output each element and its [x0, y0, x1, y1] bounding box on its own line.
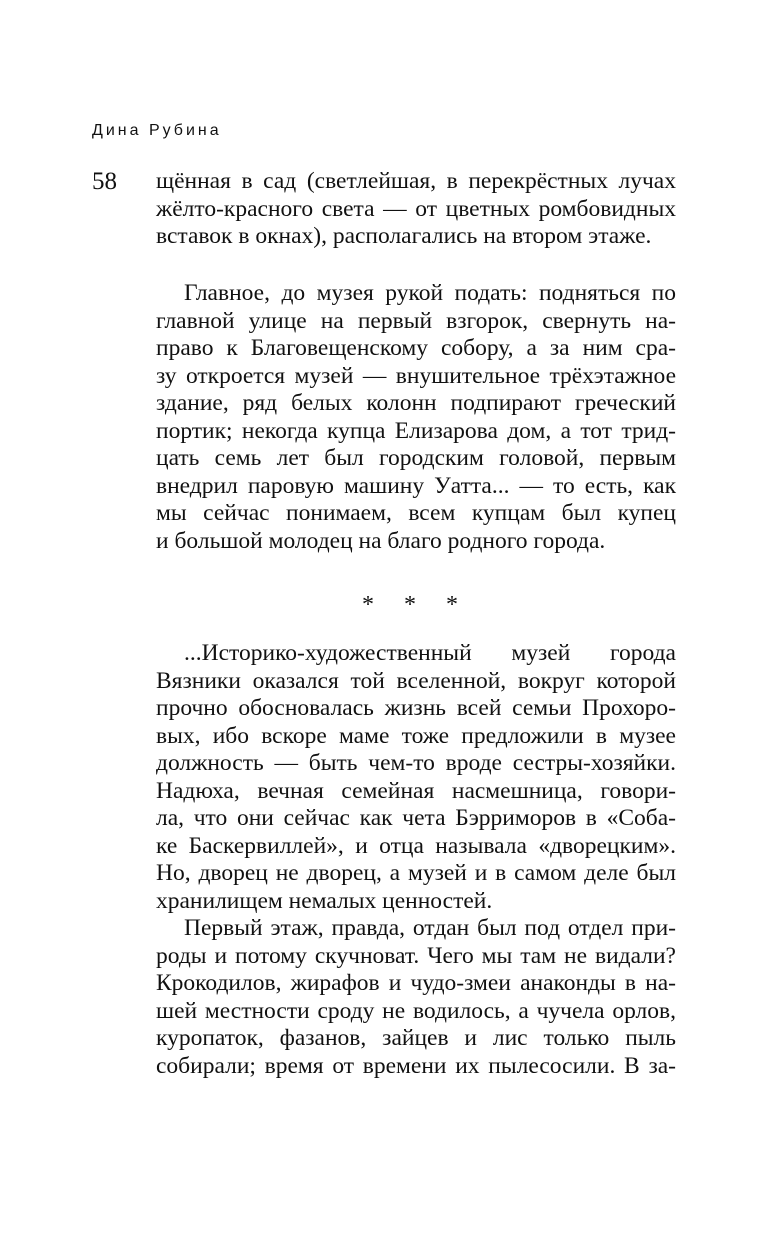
- text-line: вых, ибо вскоре маме тоже предложили в музее: [156, 722, 676, 749]
- text-line: ...Историко-художественный музей города: [184, 640, 676, 666]
- paragraph-1: [156, 168, 676, 251]
- text-line: жёлто-красного света — от цветных ромбовидных: [156, 195, 676, 222]
- text-line: внедрил паровую машину Уатта... — то есть, как: [156, 472, 676, 499]
- text-line: Крокодилов, жирафов и чудо-змеи анаконды в на-: [156, 970, 676, 996]
- text-line: портик; некогда купца Елизарова дом, а тот трид-: [156, 417, 676, 444]
- page-number: 58: [92, 168, 117, 195]
- text-line: право к Благовещенскому собору, а за ним сра-: [156, 335, 676, 361]
- paragraph-3-4: [156, 640, 676, 1080]
- text-line: щённая в сад (светлейшая, в перекрёстных лучах: [156, 168, 676, 194]
- text-line: шей местности сроду не водилось, а чучела орлов,: [156, 997, 676, 1024]
- text-line: роды и потому скучноват. Чего мы там не видали?: [156, 942, 676, 969]
- text-line: здание, ряд белых колонн подпирают греческий: [156, 390, 676, 416]
- paragraph-2: [156, 280, 676, 555]
- running-head: Дина Рубина: [92, 122, 222, 139]
- text-line: должность — быть чем-то вроде сестры-хозяйки.: [156, 750, 676, 776]
- text-line: собирали; время от времени их пылесосили. В за-: [156, 1052, 676, 1079]
- text-line: Вязники оказался той вселенной, вокруг которой: [156, 667, 676, 694]
- text-line: Первый этаж, правда, отдан был под отдел при-: [184, 915, 676, 941]
- text-line: вставок в окнах), располагались на втором этаже.: [156, 223, 652, 249]
- text-line: мы сейчас понимаем, всем купцам был купец: [156, 500, 676, 526]
- text-line: ке Баскервиллей», и отца называла «дворецким».: [156, 832, 676, 859]
- text-line: Но, дворец не дворец, а музей и в самом деле был: [156, 860, 676, 886]
- text-line: и большой молодец на благо родного города.: [156, 527, 606, 554]
- text-line: ла, что они сейчас как чета Бэрриморов в «Соба-: [156, 805, 676, 831]
- text-line: главной улице на первый взгорок, свернуть на-: [156, 307, 676, 334]
- text-line: Надюха, вечная семейная насмешница, говори-: [156, 777, 676, 804]
- text-line: Главное, до музея рукой подать: подняться по: [184, 280, 676, 306]
- text-line: цать семь лет был городским головой, первым: [156, 445, 676, 471]
- text-line: куропаток, фазанов, зайцев и лис только пыль: [156, 1025, 676, 1051]
- text-line: прочно обосновалась жизнь всей семьи Прохоро-: [156, 695, 676, 721]
- section-separator: * * *: [362, 592, 470, 618]
- text-line: зу откроется музей — внушительное трёхэтажное: [156, 362, 676, 389]
- text-line: хранилищем немалых ценностей.: [156, 887, 493, 914]
